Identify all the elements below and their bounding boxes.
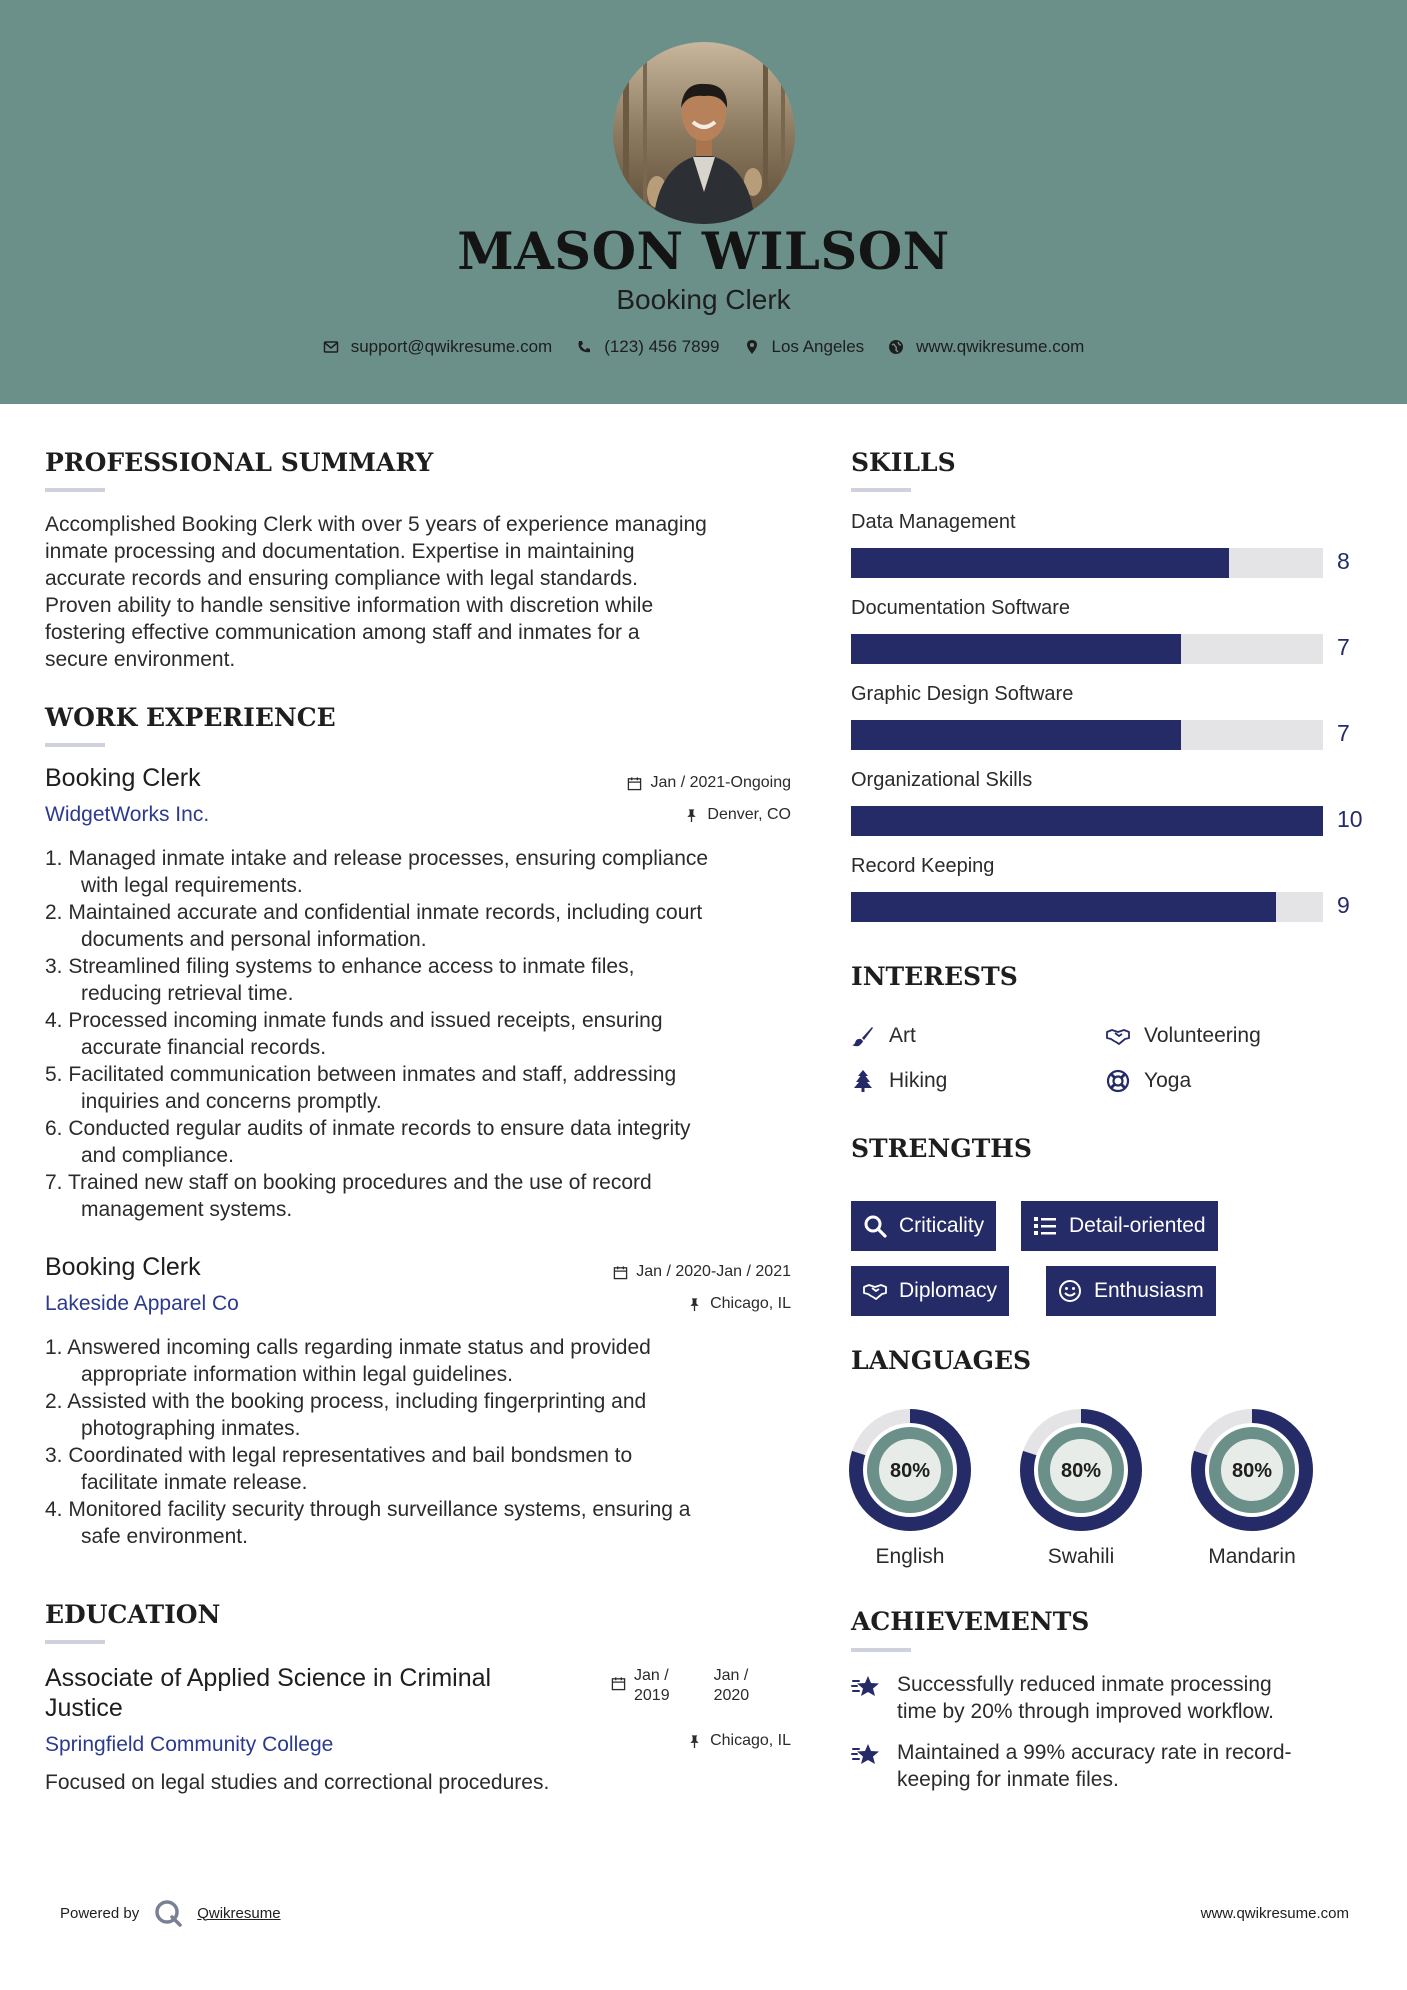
profile-photo (613, 42, 795, 224)
achievement-text: Successfully reduced inmate processing time by 20% through improved workflow. (897, 1673, 1275, 1723)
interest-label: Volunteering (1144, 1024, 1261, 1047)
list-icon (1033, 1214, 1057, 1238)
education-description: Focused on legal studies and correctional procedures. (45, 1771, 550, 1794)
strength-label: Criticality (899, 1214, 985, 1237)
summary-line: accurate records and ensuring compliance with legal standards. (45, 567, 638, 590)
skill-value: 8 (1337, 548, 1350, 574)
skill-bar-fill (851, 720, 1181, 750)
strength-label: Diplomacy (899, 1279, 998, 1302)
language-percent: 80% (889, 1460, 931, 1482)
resume-header (0, 0, 1407, 404)
duty-item: 6. Conducted regular audits of inmate records to ensure data integrity and compliance. (45, 1117, 691, 1167)
job-duties (45, 845, 805, 1223)
job-location-text: Chicago, IL (710, 1295, 791, 1312)
tree-icon (851, 1069, 875, 1093)
education-school: Springfield Community College (45, 1733, 334, 1756)
skill-label: Organizational Skills (851, 769, 1033, 791)
language-percent: 80% (1060, 1460, 1102, 1482)
handshake-icon (1106, 1024, 1130, 1048)
contact-bar (0, 337, 1407, 357)
summary-line: inmate processing and documentation. Expertise in maintaining (45, 540, 635, 563)
achievement-text: Maintained a 99% accuracy rate in record- keeping for inmate files. (897, 1741, 1292, 1791)
skill-bar-track (851, 634, 1323, 664)
job-company: WidgetWorks Inc. (45, 803, 210, 826)
skill-bar-fill (851, 806, 1323, 836)
star-badge-icon (851, 1671, 881, 1701)
envelope-icon (323, 339, 339, 355)
contact-phone[interactable] (576, 337, 719, 357)
interest-label: Hiking (889, 1069, 948, 1092)
language-label: English (875, 1545, 945, 1568)
contact-email[interactable] (323, 337, 553, 357)
lifebuoy-icon (1106, 1069, 1130, 1093)
duty-item: 2. Assisted with the booking process, including fingerprinting and photographing inmates. (45, 1390, 647, 1440)
summary-text (45, 511, 707, 673)
education-location (687, 1732, 791, 1750)
star-badge-icon (851, 1739, 881, 1769)
interest-art (851, 1024, 916, 1048)
skill-value: 10 (1337, 806, 1363, 832)
duty-item: 2. Maintained accurate and confidential inmate records, including court documents and personal information. (45, 901, 703, 951)
education-heading: EDUCATION (45, 1600, 221, 1629)
summary-heading: PROFESSIONAL SUMMARY (45, 448, 434, 477)
contact-website[interactable] (888, 337, 1084, 357)
language-percent: 80% (1231, 1460, 1273, 1482)
summary-line: fostering effective communication among staff and inmates for a (45, 621, 640, 644)
strength-badge (1021, 1201, 1218, 1251)
powered-by-text: Powered by (60, 1904, 140, 1922)
contact-location-text: Los Angeles (771, 337, 865, 356)
phone-icon (576, 339, 592, 355)
skill-label: Record Keeping (851, 855, 995, 877)
strength-badge (851, 1201, 996, 1251)
duty-item: 4. Processed incoming inmate funds and issued receipts, ensuring accurate financial records. (45, 1009, 663, 1059)
contact-location (744, 337, 865, 357)
interest-hiking (851, 1069, 947, 1093)
skill-value: 7 (1337, 720, 1350, 746)
education-start: Jan / 2019 (634, 1667, 670, 1704)
duty-item: 3. Streamlined filing systems to enhance access to inmate files, reducing retrieval time. (45, 955, 635, 1005)
language-ring (848, 1408, 972, 1532)
interests-heading: INTERESTS (851, 962, 1018, 991)
skill-label: Data Management (851, 511, 1016, 533)
experience-heading: WORK EXPERIENCE (45, 703, 336, 732)
summary-underline (45, 488, 105, 492)
duty-item: 1. Answered incoming calls regarding inmate status and provided appropriate information within legal guidelines. (45, 1336, 651, 1386)
duty-item: 1. Managed inmate intake and release processes, ensuring compliance with legal requirements. (45, 847, 709, 897)
duty-item: 5. Facilitated communication between inmates and staff, addressing inquiries and concerns promptly. (45, 1063, 677, 1113)
contact-email-text: support@qwikresume.com (350, 337, 553, 356)
education-degree (45, 1663, 491, 1723)
job-location (684, 806, 791, 824)
language-ring (1019, 1408, 1143, 1532)
skill-label: Documentation Software (851, 597, 1071, 619)
calendar-icon (613, 1265, 628, 1280)
interest-label: Art (889, 1024, 916, 1047)
skill-value: 7 (1337, 634, 1350, 660)
achievements-heading: ACHIEVEMENTS (851, 1607, 1090, 1636)
duty-item: 4. Monitored facility security through surveillance systems, ensuring a safe environment. (45, 1498, 691, 1548)
education-underline (45, 1640, 105, 1644)
calendar-icon (611, 1676, 626, 1691)
globe-icon (888, 339, 904, 355)
skill-bar-track (851, 720, 1323, 750)
skill-bar-fill (851, 548, 1229, 578)
job-title: Booking Clerk (45, 1253, 201, 1281)
language-label: Swahili (1047, 1545, 1115, 1568)
search-icon (863, 1214, 887, 1238)
job-dates-text: Jan / 2021-Ongoing (650, 774, 791, 791)
skill-bar-fill (851, 634, 1181, 664)
brand-link[interactable]: Qwikresume (197, 1904, 281, 1922)
contact-website-text: www.qwikresume.com (916, 337, 1085, 356)
summary-line: secure environment. (45, 648, 236, 671)
job-location (687, 1295, 791, 1313)
job-duties (45, 1334, 805, 1550)
duty-item: 3. Coordinated with legal representatives and bail bondsmen to facilitate inmate release. (45, 1444, 633, 1494)
qwikresume-logo-icon (153, 1898, 183, 1928)
skill-bar-track (851, 548, 1323, 578)
skill-label: Graphic Design Software (851, 683, 1074, 705)
handshake-icon (863, 1279, 887, 1303)
job-company: Lakeside Apparel Co (45, 1292, 239, 1315)
pushpin-icon (687, 1734, 702, 1749)
languages-heading: LANGUAGES (851, 1346, 1032, 1375)
map-pin-icon (744, 339, 760, 355)
candidate-title: Booking Clerk (616, 284, 791, 315)
contact-phone-text: (123) 456 7899 (604, 337, 720, 356)
interest-label: Yoga (1144, 1069, 1192, 1092)
education-end: Jan / 2020 (713, 1667, 750, 1704)
job-dates (627, 774, 791, 792)
skill-value: 9 (1337, 892, 1350, 918)
skill-bar-track (851, 892, 1323, 922)
strength-badge (1046, 1266, 1216, 1316)
education-dates (611, 1666, 749, 1706)
achievement-item (851, 1739, 1292, 1793)
strengths-heading: STRENGTHS (851, 1134, 1032, 1163)
skill-bar-track (851, 806, 1323, 836)
job-title: Booking Clerk (45, 764, 201, 792)
experience-underline (45, 743, 105, 747)
duty-item: 7. Trained new staff on booking procedures and the use of record management systems. (45, 1171, 652, 1221)
interest-yoga (1106, 1069, 1191, 1093)
skills-heading: SKILLS (851, 448, 956, 477)
smile-icon (1058, 1279, 1082, 1303)
job-dates-text: Jan / 2020-Jan / 2021 (636, 1263, 791, 1280)
footer-powered-by (60, 1898, 281, 1928)
education-location-text: Chicago, IL (710, 1732, 791, 1749)
strength-label: Detail-oriented (1069, 1214, 1206, 1237)
interest-volunteering (1106, 1024, 1261, 1048)
degree-line: Justice (45, 1694, 123, 1722)
paintbrush-icon (851, 1024, 875, 1048)
pushpin-icon (687, 1297, 702, 1312)
skills-underline (851, 488, 911, 492)
pushpin-icon (684, 808, 699, 823)
job-dates (613, 1263, 791, 1281)
candidate-name: MASON WILSON (457, 222, 950, 282)
achievement-item (851, 1671, 1274, 1725)
language-ring (1190, 1408, 1314, 1532)
degree-line: Associate of Applied Science in Criminal (45, 1664, 492, 1692)
language-label: Mandarin (1208, 1545, 1296, 1568)
job-location-text: Denver, CO (707, 806, 791, 823)
calendar-icon (627, 776, 642, 791)
skill-bar-fill (851, 892, 1276, 922)
strength-badge (851, 1266, 1009, 1316)
summary-line: Accomplished Booking Clerk with over 5 years of experience managing (45, 513, 707, 536)
achievements-underline (851, 1648, 911, 1652)
footer-url[interactable]: www.qwikresume.com (1200, 1905, 1349, 1922)
summary-line: Proven ability to handle sensitive information with discretion while (45, 594, 654, 617)
strength-label: Enthusiasm (1094, 1279, 1204, 1302)
